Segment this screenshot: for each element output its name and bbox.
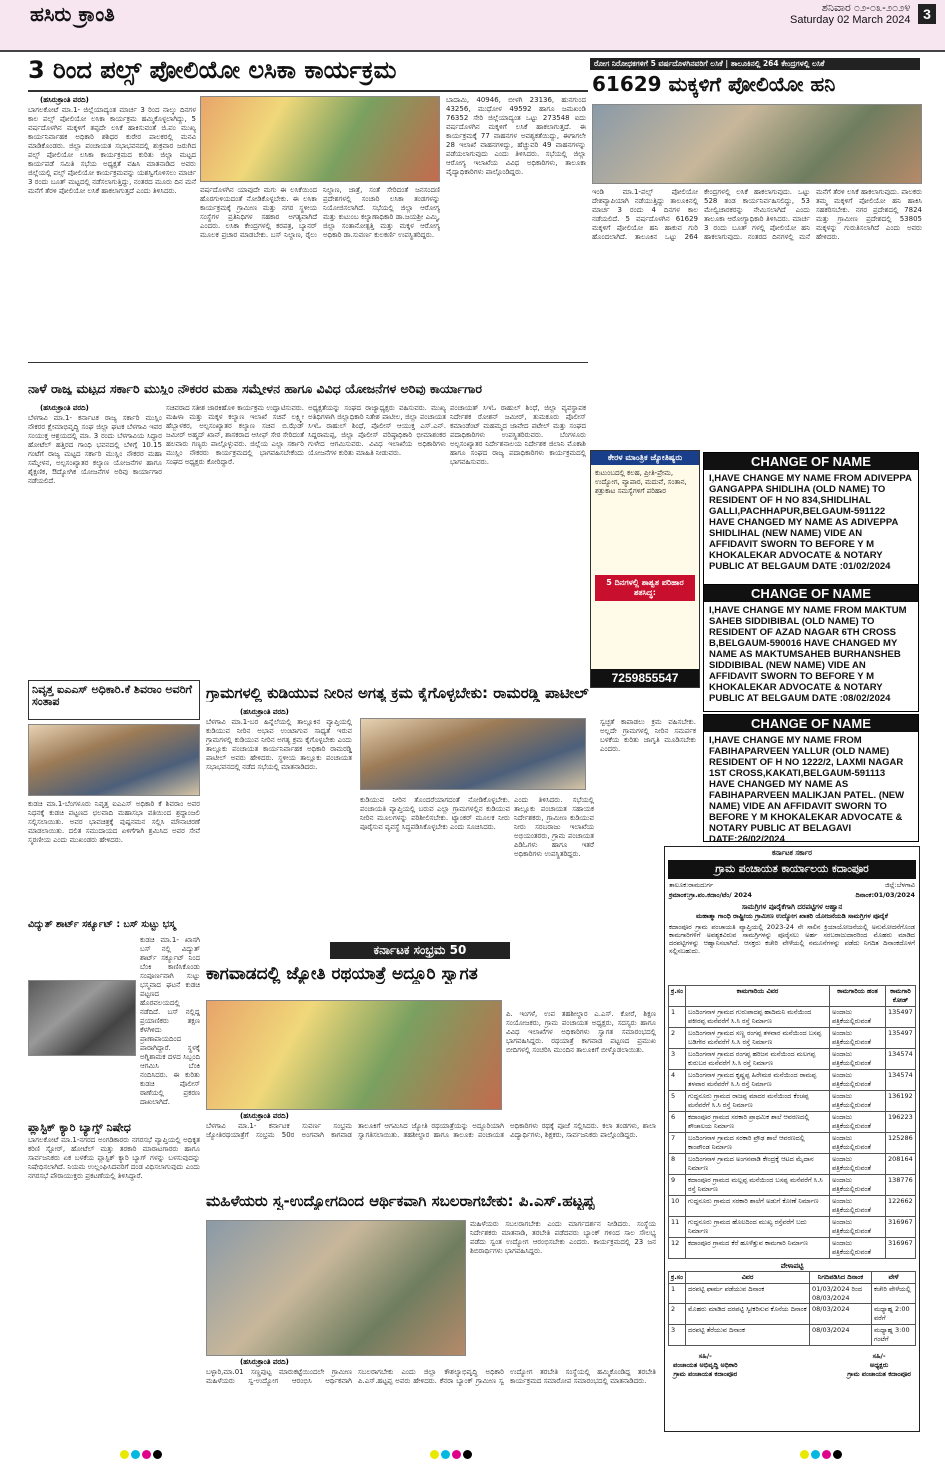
tender-cell: ಬಂದಿಂಗನಾಳ ಗ್ರಾಮದ ಅಂಗನವಾಡಿ ಕೇಂದ್ರಕ್ಕೆ ಆಟದ ಮೈದಾನ ನಿರ್ಮಾಣ — [686, 1154, 830, 1175]
divider — [28, 362, 588, 363]
story-source: (ಹಸಿರುಕ್ರಾಂತಿ ವರದಿ) — [240, 1112, 289, 1120]
headline-jyoti-ratha: ಕಾಗವಾಡದಲ್ಲಿ ಜ್ಯೋತಿ ರಥಯಾತ್ರೆ ಅದ್ದೂರಿ ಸ್ವಾಗತ — [206, 966, 478, 984]
tender-cell: ಅಂದಾಜು ಪತ್ರಿಕೆಯಲ್ಲಿರುವಂತೆ — [830, 1112, 886, 1133]
tender-location — [665, 881, 919, 890]
tender-taluka: ತಾಲೂಕ:ರಾಮದುರ್ಗ — [669, 881, 714, 889]
sign-label: ಸಹಿ/- — [872, 1352, 886, 1360]
obituary-box — [28, 680, 200, 720]
astro-ad-promise: 5 ದಿನಗಳಲ್ಲಿ ಶಾಶ್ವತ ಪರಿಹಾರ ಶತಸಿದ್ಧ: — [595, 575, 695, 601]
tender-ref-row — [665, 890, 919, 901]
tender-cell: ಅಂದಾಜು ಪತ್ರಿಕೆಯಲ್ಲಿರುವಂತೆ — [830, 1196, 886, 1217]
tender-cell: 5 — [669, 1091, 686, 1112]
registration-marks-right — [800, 1444, 844, 1463]
tender-signatures — [665, 1346, 919, 1379]
tender-cell: ಗುದ್ದನೂರು ಗ್ರಾಮದ ಹೊಲದಿಂದ ಮುಖ್ಯ ರಸ್ತೆವರೆಗೆ ಬದು ನಿರ್ಮಾಣ — [686, 1217, 830, 1238]
tender-cell: 138776 — [886, 1175, 916, 1196]
tender-subhead: ಸಾಮಗ್ರಿಗಳ ಪೂರೈಕೆಗಾಗಿ ದರಪಟ್ಟಿಗಳ ಆಹ್ವಾನ — [741, 903, 843, 911]
table-row — [669, 1070, 916, 1091]
photo-jyoti-ratha — [206, 1000, 502, 1110]
schedule-cell: ದರಪಟ್ಟಿ ಫಾರ್ಮ ಪಡೆಯುವ ದಿನಾಂಕ — [686, 1284, 810, 1304]
notice-body: I,HAVE CHANGE MY NAME FROM FABIHAPARVEEN YALLUR (OLD NAME) RESIDENT OF H NO 1222/2, LAXMI NAGAR 1ST CROSS,KAKATI,BELGAUM-591113 HAVE CHANGED MY NAME AS FABIHAPARVEEN MALIKJAN PATEL. (NEW NAME) VIDE AN AFFIDAVIT SWORN TO BEFORE Y M KHOKALEKAR ADVOCATE & NOTARY PUBLIC AT BELAGAVI DATE:26/02/2024 — [709, 735, 905, 845]
tender-table-header — [669, 986, 916, 1007]
tender-top-label: ಕರ್ನಾಟಕ ಸರ್ಕಾರ — [772, 849, 812, 857]
tender-cell: 12 — [669, 1238, 686, 1259]
tender-cell: 8 — [669, 1154, 686, 1175]
paper-name: ಹಸಿರು ಕ್ರಾಂತಿ — [30, 2, 115, 26]
tender-col-header: ಕ್ರ.ಸಂ — [669, 986, 686, 1007]
story-61629-body: ಇಂಡಿ ಮಾ.1-ಪಲ್ಸ್ ಪೋಲಿಯೋ ದೇಶವ್ಯಾಪಿಯಾಗಿ ನಡೆಯುತ್ತಿದ್ದು ತಾಲೂಕಿನಲ್ಲಿ ಮಾರ್ಚ 3 ರಂದು 4 ದಿನಗಳ ಕಾಲ ನಡೆಯಲಿದೆ. 5 ವರ್ಷದೊಳಗಿನ 61629 ಮಕ್ಕಳಿಗೆ ಪೋಲಿಯೋ ಹನಿ ಹಾಕುವ ಗುರಿ ಹೊಂದಲಾಗಿದೆ. ತಾಲೂಕಿನ ಒಟ್ಟು 264 ಕೇಂದ್ರಗಳಲ್ಲಿ ಲಸಿಕೆ ಹಾಕಲಾಗುವುದು. ಒಟ್ಟು 528 ತಂಡ ಕಾರ್ಯನಿರ್ವಹಿಸಲಿದ್ದು, 53 ಮೇಲ್ವಿಚಾರಕರನ್ನು ನೇಮಿಸಲಾಗಿದೆ ಎಂದು ತಾಲೂಕಾ ಆರೋಗ್ಯಾಧಿಕಾರಿ ತಿಳಿಸಿದರು. ಮಾರ್ಚ 3 ರಂದು ಬೂತ್ ಗಳಲ್ಲಿ ಪೋಲಿಯೋ ಹನಿ ಹಾಕಲಾಗುವುದು. ನಂತರದ ದಿನಗಳಲ್ಲಿ ಮನೆ ಮನೆಗೆ ತೆರಳಿ ಲಸಿಕೆ ಹಾಕಲಾಗುವುದು. ಪಾಲಕರು ತಮ್ಮ ಮಕ್ಕಳಿಗೆ ಪೋಲಿಯೋ ಹನಿ ಹಾಕಿಸಿ ಸಹಕರಿಸಬೇಕು. ನಗರ ಪ್ರದೇಶದಲ್ಲಿ 7824 ಮತ್ತು ಗ್ರಾಮೀಣ ಪ್ರದೇಶದಲ್ಲಿ 53805 ಮಕ್ಕಳನ್ನು ಗುರುತಿಸಲಾಗಿದೆ ಎಂದು ಅವರು ಹೇಳಿದರು. — [592, 188, 922, 241]
headline-women-self-employment: ಮಹಿಳೆಯರು ಸ್ವ-ಉದ್ಯೋಗದಿಂದ ಆರ್ಥಿಕವಾಗಿ ಸಬಲರಾಗಬೇಕು: ಪಿ.ಎಸ್.ಹಟ್ಟಪ್ಪ — [206, 1194, 595, 1210]
schedule-col-header: ವಿವರ — [686, 1272, 810, 1284]
table-row — [669, 1133, 916, 1154]
notice-change-of-name-3 — [703, 714, 919, 845]
tender-cell: 134574 — [886, 1049, 916, 1070]
schedule-cell: ಮೊಹರು ಮಾಡಿದ ದರಪಟ್ಟಿ ಸ್ವೀಕರಿಸುವ ಕೊನೆಯ ದಿನಾಂಕ — [686, 1304, 810, 1325]
registration-dot — [441, 1450, 450, 1459]
sign-office: ಗ್ರಾಮ ಪಂಚಾಯತ ಕದಾಂಪೂರ — [673, 1370, 738, 1378]
photo-polio-event — [200, 96, 440, 182]
headline-61629: 61629 ಮಕ್ಕಳಿಗೆ ಪೋಲಿಯೋ ಹನಿ — [592, 72, 836, 96]
schedule-cell: ಕಚೇರಿ ವೇಳೆಯಲ್ಲಿ — [872, 1284, 916, 1304]
tender-schedule-header: ವೇಳಾಪಟ್ಟಿ — [780, 1262, 804, 1270]
tender-cell: ಅಂದಾಜು ಪತ್ರಿಕೆಯಲ್ಲಿರುವಂತೆ — [830, 1217, 886, 1238]
divider — [28, 90, 588, 92]
tender-cell: 316967 — [886, 1238, 916, 1259]
tender-cell: 135497 — [886, 1028, 916, 1049]
table-row — [669, 1112, 916, 1133]
headline-drinking-water: ಗ್ರಾಮಗಳಲ್ಲಿ ಕುಡಿಯುವ ನೀರಿನ ಅಗತ್ಯ ಕ್ರಮ ಕೈಗೊಳ್ಳಬೇಕು: ರಾಮರಡ್ಡಿ ಪಾಟೀಲ್ — [206, 686, 589, 702]
tender-scheme: ಮಹಾತ್ಮಾ ಗಾಂಧಿ ರಾಷ್ಟ್ರೀಯ ಗ್ರಾಮೀಣ ಉದ್ಯೋಗ ಖಾತರಿ ಯೋಜನೆಯಡಿ ಸಾಮಗ್ರಿಗಳ ಪೂರೈಕೆ — [696, 912, 888, 920]
sign-title: ಪಂಚಾಯತ ಅಭಿವೃದ್ಧಿ ಅಧಿಕಾರಿ — [673, 1361, 738, 1369]
tender-cell: 3 — [669, 1049, 686, 1070]
photo-polio-indi — [592, 104, 922, 184]
tender-col-header: ಕಾಮಗಾರಿ ಕೋಡ್ — [886, 986, 916, 1007]
story-source: (ಹಸಿರುಕ್ರಾಂತಿ ವರದಿ) — [240, 1358, 289, 1366]
photo-bus-fire — [28, 980, 136, 1056]
story-source: (ಹಸಿರುಕ್ರಾಂತಿ ವರದಿ) — [40, 96, 89, 104]
tender-col-header: ಕಾಮಗಾರಿಯ ವಿವರ — [686, 986, 830, 1007]
schedule-cell: 1 — [669, 1284, 686, 1304]
tender-sign-right — [847, 1352, 911, 1379]
registration-dot — [142, 1450, 151, 1459]
tender-cell: 136192 — [886, 1091, 916, 1112]
schedule-cell: 2 — [669, 1304, 686, 1325]
tender-cell: 208164 — [886, 1154, 916, 1175]
issue-date — [790, 2, 910, 26]
registration-dot — [131, 1450, 140, 1459]
registration-marks-left — [120, 1444, 164, 1463]
tender-cell: ಅಂದಾಜು ಪತ್ರಿಕೆಯಲ್ಲಿರುವಂತೆ — [830, 1133, 886, 1154]
story-polio-col3: ಬಾದಾಮಿ, 40946, ಬೀಳಗಿ 23136, ಹುನಗುಂದ 43256, ಮುಧೋಳ 49592 ಹಾಗೂ ಜಮಖಂಡಿ 76352 ಸೇರಿ ಜಿಲ್ಲೆಯಾದ್ಯಂತ ಒಟ್ಟು 273548 ಐದು ವರ್ಷದೊಳಗಿನ ಮಕ್ಕಳಿಗೆ ಲಸಿಕೆ ಹಾಕಲಾಗುತ್ತದೆ. ಈ ಕಾರ್ಯಕ್ರಮಕ್ಕೆ 77 ವಾಹನಗಳ ಅವಶ್ಯಕತೆಯಿದ್ದು, ಈಗಾಗಲೇ 28 ಇಲಾಖೆ ವಾಹನಗಳಿದ್ದು, ಹೆಚ್ಚುವರಿ 49 ವಾಹನಗಳನ್ನು ಪಡೆಯಲಾಗುವುದು ಎಂದು ತಿಳಿಸಿದರು. ಸಭೆಯಲ್ಲಿ ಜಿಲ್ಲಾ ಆರೋಗ್ಯ ಇಲಾಖೆಯ ವಿವಿಧ ಅಧಿಕಾರಿಗಳು, ತಾಲೂಕಾ ವೈದ್ಯಾಧಿಕಾರಿಗಳು ಪಾಲ್ಗೊಂಡಿದ್ದರು. — [446, 96, 586, 176]
tender-cell: ಬಂದಿಂಗನಾಳ ಗ್ರಾಮದ ಸರಕಾರಿ ಪ್ರೌಢ ಶಾಲೆ ಆವರಣದಲ್ಲಿ ಕಾಂಪೌಂಡ ನಿರ್ಮಾಣ — [686, 1133, 830, 1154]
tender-cell: 6 — [669, 1112, 686, 1133]
story-muslim-col3: ಅಧ್ಯಕ್ಷತೆಯನ್ನು ಸಂಘದ ರಾಜ್ಯಾಧ್ಯಕ್ಷರು ವಹಿಸುವರು. ಮುಖ್ಯ ಅತಿಥಿಗಳಾಗಿ ಜಿಲ್ಲಾಧಿಕಾರಿ ನಿತೇಶ ಪಾಟೀಲ, ಜಿಲ್ಲಾ ಪಂಚಾಯತ ಸಿಇಓ ರಾಹುಲ್ ಶಿಂಧೆ, ಪೊಲೀಸ್ ಆಯುಕ್ತ ಎಸ್.ಎನ್. ಸಿದ್ದರಾಮಪ್ಪ, ಜಿಲ್ಲಾ ಪೊಲೀಸ್ ವರಿಷ್ಠಾಧಿಕಾರಿ ಭೀಮಾಶಂಕರ ಗುಳೇದ ಆಗಮಿಸುವರು. ವಿವಿಧ ಇಲಾಖೆಯ ಅಧಿಕಾರಿಗಳು ಯೋಜನೆಗಳ ಕುರಿತು ಮಾಹಿತಿ ನೀಡುವರು. — [308, 404, 446, 457]
photo-obituary — [28, 724, 200, 796]
tender-cell: 135497 — [886, 1007, 916, 1028]
tender-cell: ಅಂದಾಜು ಪತ್ರಿಕೆಯಲ್ಲಿರುವಂತೆ — [830, 1070, 886, 1091]
story-bus-fire-body: ಕುಡಚಿ ಮಾ.1- ಖಾಸಗಿ ಬಸ್ ನಲ್ಲಿ ವಿದ್ಯುತ್ ಶಾರ್ಟ್ ಸರ್ಕ್ಯೂಟ್ ನಿಂದ ಬೆಂಕಿ ಕಾಣಿಸಿಕೊಂಡು ಸಂಪೂರ್ಣವಾಗಿ ಸುಟ್ಟು ಭಸ್ಮವಾದ ಘಟನೆ ಕುಡಚಿ ಪಟ್ಟಣದ ಹೊರವಲಯದಲ್ಲಿ ನಡೆದಿದೆ. ಬಸ್ ನಲ್ಲಿದ್ದ ಪ್ರಯಾಣಿಕರು ತಕ್ಷಣ ಕೆಳಗಿಳಿದು ಪ್ರಾಣಾಪಾಯದಿಂದ ಪಾರಾಗಿದ್ದಾರೆ. ಸ್ಥಳಕ್ಕೆ ಅಗ್ನಿಶಾಮಕ ದಳದ ಸಿಬ್ಬಂದಿ ಆಗಮಿಸಿ ಬೆಂಕಿ ನಂದಿಸಿದರು. ಈ ಕುರಿತು ಕುಡಚಿ ಪೊಲೀಸ್ ಠಾಣೆಯಲ್ಲಿ ಪ್ರಕರಣ ದಾಖಲಾಗಿದೆ. — [140, 936, 200, 1106]
table-row — [669, 1284, 916, 1304]
schedule-cell: 3 — [669, 1325, 686, 1346]
story-women-body: ಬಳ್ಳಾರಿ,ಮಾ.01 ಸಣ್ಣಪುಟ್ಟ ಮಾರುಕಟ್ಟೆಯಿಂದಲೇ ಗ್ರಾಮೀಣ ಮಹಿಳೆಯರು ಸ್ವ-ಉದ್ಯೋಗ ಆರಂಭಿಸಿ ಆರ್ಥಿಕವಾಗಿ ಸಬಲರಾಗಬೇಕು ಎಂದು ಜಿಲ್ಲಾ ಕೌಶಲ್ಯಾಭಿವೃದ್ಧಿ ಅಧಿಕಾರಿ ಪಿ.ಎಸ್.ಹಟ್ಟಪ್ಪ ಅವರು ಹೇಳಿದರು. ಕೆನರಾ ಬ್ಯಾಂಕ್ ಗ್ರಾಮೀಣ ಸ್ವ ಉದ್ಯೋಗ ತರಬೇತಿ ಸಂಸ್ಥೆಯಲ್ಲಿ ಹಮ್ಮಿಕೊಂಡಿದ್ದ ತರಬೇತಿ ಕಾರ್ಯಕ್ರಮದ ಸಮಾರೋಪ ಸಮಾರಂಭದಲ್ಲಿ ಮಾತನಾಡಿದರು. — [206, 1368, 656, 1385]
tender-cell: ಬಂದಿಂಗನಾಳ ಗ್ರಾಮದ ಕೃಷ್ಣಪ್ಪ ಹಿರೇಮಠ ಮನೆಯಿಂದ ರಾಮಪ್ಪ ತಳವಾರ ಮನೆವರೆಗೆ ಸಿ.ಸಿ ರಸ್ತೆ ನಿರ್ಮಾಣ — [686, 1070, 830, 1091]
schedule-col-header: ಕ್ರ.ಸಂ — [669, 1272, 686, 1284]
registration-dot — [430, 1450, 439, 1459]
section-banner-karnataka-50: ಕರ್ನಾಟಕ ಸಂಭ್ರಮ 50 — [330, 942, 510, 959]
story-source: (ಹಸಿರುಕ್ರಾಂತಿ ವರದಿ) — [240, 708, 289, 716]
story-obituary-body: ಕುಡಚಿ ಮಾ.1-ಬೆಂಗಳೂರು ನಿವೃತ್ತ ಐಎಎಸ್ ಅಧಿಕಾರಿ ಕೆ ಶಿವರಾಂ ಅವರ ನಿಧನಕ್ಕೆ ಕುಡಚಿ ಪಟ್ಟಣದ ಛಲವಾದಿ ಮಹಾಸಭಾ ವತಿಯಿಂದ ಶ್ರದ್ಧಾಂಜಲಿ ಸಲ್ಲಿಸಲಾಯಿತು. ಅವರ ಭಾವಚಿತ್ರಕ್ಕೆ ಪುಷ್ಪನಮನ ಸಲ್ಲಿಸಿ ಮೌನಾಚರಣೆ ಮಾಡಲಾಯಿತು. ದಲಿತ ಸಮುದಾಯದ ಏಳಿಗೆಗಾಗಿ ಶ್ರಮಿಸಿದ ಅವರ ಸೇವೆ ಸ್ಮರಣೀಯ ಎಂದು ಮುಖಂಡರು ಹೇಳಿದರು. — [28, 800, 200, 844]
schedule-cell: 01/03/2024 ರಿಂದ 08/03/2024 — [810, 1284, 872, 1304]
story-water-col4: ಸ್ವಚ್ಛತೆ ಕಾಪಾಡಲು ಕ್ರಮ ವಹಿಸಬೇಕು. ಅಲ್ಲದೇ ಗ್ರಾಮಗಳಲ್ಲಿ ನೀರಿನ ಸಮರ್ಪಕ ಬಳಕೆಯ ಕುರಿತು ಜಾಗೃತಿ ಮೂಡಿಸಬೇಕು ಎಂದರು. — [600, 718, 696, 753]
tender-cell: ಕದಾಂಪೂರ ಗ್ರಾಮದ ಮಲ್ಲಪ್ಪ ಮನೆಯಿಂದ ಬಸಪ್ಪ ಮನೆವರೆಗೆ ಸಿ.ಸಿ ರಸ್ತೆ ನಿರ್ಮಾಣ — [686, 1175, 830, 1196]
table-row — [669, 1154, 916, 1175]
table-row — [669, 1325, 916, 1346]
tender-works-table — [668, 985, 916, 1259]
schedule-cell: ಮಧ್ಯಾಹ್ನ 3:00 ಗಂಟೆಗೆ — [872, 1325, 916, 1346]
tender-cell: 125286 — [886, 1133, 916, 1154]
registration-dot — [811, 1450, 820, 1459]
notice-heading: CHANGE OF NAME — [704, 585, 918, 602]
sign-title: ಅಧ್ಯಕ್ಷರು — [869, 1361, 889, 1369]
tender-schedule-wrap — [665, 1271, 919, 1346]
registration-dot — [120, 1450, 129, 1459]
registration-dot — [833, 1450, 842, 1459]
tender-cell: 9 — [669, 1175, 686, 1196]
table-row — [669, 1007, 916, 1028]
story-muslim-col2: ಸಚಿವರಾದ ಸತೀಶ ಜಾರಕಿಹೊಳಿ ಕಾರ್ಯಕ್ರಮ ಉದ್ಘಾಟಿಸುವರು. ಮಹಿಳಾ ಮತ್ತು ಮಕ್ಕಳ ಕಲ್ಯಾಣ ಇಲಾಖೆ ಸಚಿವೆ ಲಕ್ಷ್ಮೀ ಹೆಬ್ಬಾಳಕರ, ಅಲ್ಪಸಂಖ್ಯಾತರ ಕಲ್ಯಾಣ ಸಚಿವ ಬಿ.ಝೆಡ್ ಜಮೀರ್ ಅಹ್ಮದ್ ಖಾನ್, ಶಾಸಕರಾದ ಆಸೀಫ್ ಸೇಠ ಸೇರಿದಂತೆ ಹಲವಾರು ಗಣ್ಯರು ಪಾಲ್ಗೊಳ್ಳುವರು. ಜಿಲ್ಲೆಯ ಎಲ್ಲಾ ಸರ್ಕಾರಿ ಮುಸ್ಲಿಂ ನೌಕರರು ಕಾರ್ಯಕ್ರಮದಲ್ಲಿ ಭಾಗವಹಿಸಬೇಕೆಂದು ಸಂಘದ ಅಧ್ಯಕ್ಷರು ಕೋರಿದ್ದಾರೆ. — [166, 404, 304, 466]
tender-intro: ಕದಾಂಪೂರ ಗ್ರಾಮ ಪಂಚಾಯತಿ ವ್ಯಾಪ್ತಿಯಲ್ಲಿ 2023-24 ನೇ ಸಾಲಿನ ಕ್ರಿಯಾಯೋಜನೆಯಲ್ಲಿ ಅನುಮೋದನೆಗೊಂಡ ಕಾಮಗಾರಿಗಳಿಗೆ ಅವಶ್ಯಕವಿರುವ ಸಾಮಗ್ರಿಗಳನ್ನು ಪೂರೈಸಲು ಅರ್ಹ ಸರಬರಾಜುದಾರರಿಂದ ಮೊಹರು ಮಾಡಿದ ದರಪಟ್ಟಿಗಳನ್ನು ಆಹ್ವಾನಿಸಲಾಗಿದೆ. ಆಸಕ್ತರು ಕಚೇರಿ ವೇಳೆಯಲ್ಲಿ ನಮೂನೆಗಳನ್ನು ಪಡೆದು ನಿಗದಿತ ದಿನಾಂಕದೊಳಗೆ ಸಲ್ಲಿಸಬಹುದು. — [669, 923, 915, 955]
tender-cell: 122662 — [886, 1196, 916, 1217]
sign-office: ಗ್ರಾಮ ಪಂಚಾಯತ ಕದಾಂಪೂರ — [847, 1370, 911, 1378]
notice-body: I,HAVE CHANGE MY NAME FROM ADIVEPPA GANGAPPA SHIDLIHA (OLD NAME) TO RESIDENT OF H NO 834,SHIDLIHAL GALLI,PACHHAPUR,BELGAUM-591122 HAVE CHANGED MY NAME AS ADIVEPPA SHIDLIHAL (NEW NAME) VIDE AN AFFIDAVIT SWORN TO BEFORE Y M KHOKALEKAR ADVOCATE & NOTARY PUBLIC AT BELGAUM DATE :01/02/2024 — [709, 473, 912, 572]
tender-cell: ಗುದ್ದನೂರು ಗ್ರಾಮದ ರಾಜಪ್ಪ ಮಾದರ ಮನೆಯಿಂದ ಕೆಂಚಪ್ಪ ಮನೆವರೆಗೆ ಸಿ.ಸಿ ರಸ್ತೆ ನಿರ್ಮಾಣ — [686, 1091, 830, 1112]
notice-heading: CHANGE OF NAME — [704, 453, 918, 470]
schedule-cell: 08/03/2024 — [810, 1325, 872, 1346]
registration-dot — [452, 1450, 461, 1459]
astro-ad-title: ಕೇರಳ ಮಾಂತ್ರಿಕ ಜ್ಯೋತಿಷ್ಯರು — [591, 451, 699, 465]
registration-marks-center — [430, 1444, 474, 1463]
story-muslim-col4: ಪಂಚಾಯತ್ ಸಿಇಓ ರಾಹುಲ್ ಶಿಂಧೆ, ಜಿಲ್ಲಾ ವ್ಯವಸ್ಥಾಪಕ ನಿರ್ದೇಶಕ ರೋಶನ್ ಜಮೀರ್, ತುಮಕೂರು ಪೊಲೀಸ್ ಕಮಾಂಡೆಂಟ್ ಮಹಮ್ಮದ ಜಾವೇದ ಪಟೇಲ್ ಮತ್ತು ಸಂಘದ ಪದಾಧಿಕಾರಿಗಳು ಉಪಸ್ಥಿತರಿರುವರು. ಬೆಂಗಳೂರು ಅಲ್ಪಸಂಖ್ಯಾತರ ನಿರ್ದೇಶನಾಲಯ ನಿರ್ದೇಶಕ ಜಿಲಾನಿ ಮೊಕಾಶಿ ಹಾಗೂ ಸಂಘದ ರಾಜ್ಯ ಪದಾಧಿಕಾರಿಗಳು ಕಾರ್ಯಕ್ರಮದಲ್ಲಿ ಭಾಗವಹಿಸುವರು. — [450, 404, 586, 466]
photo-women-training — [206, 1220, 466, 1356]
tender-cell: 11 — [669, 1217, 686, 1238]
notice-heading: CHANGE OF NAME — [704, 715, 918, 732]
registration-dot — [463, 1450, 472, 1459]
table-row — [669, 1175, 916, 1196]
tender-cell: ಬಂದಿಂಗನಾಳ ಗ್ರಾಮದ ರಂಗಪ್ಪ ಹರಿಜನ ಮನೆಯಿಂದ ಮಲಗಪ್ಪ ಕುರುಬರ ಮನೆವರೆಗೆ ಸಿ.ಸಿ ರಸ್ತೆ ನಿರ್ಮಾಣ — [686, 1049, 830, 1070]
notice-change-of-name-1 — [703, 452, 919, 600]
tender-cell: ಅಂದಾಜು ಪತ್ರಿಕೆಯಲ್ಲಿರುವಂತೆ — [830, 1049, 886, 1070]
headline-polio: 3 ರಿಂದ ಪಲ್ಸ್ ಪೋಲಿಯೋ ಲಸಿಕಾ ಕಾರ್ಯಕ್ರಮ — [28, 56, 397, 84]
issue-date-english: Saturday 02 March 2024 — [790, 14, 911, 26]
tender-cell: ಅಂದಾಜು ಪತ್ರಿಕೆಯಲ್ಲಿರುವಂತೆ — [830, 1028, 886, 1049]
tender-cell: 134574 — [886, 1070, 916, 1091]
story-jyoti-body: ಬೆಳಗಾವಿ ಮಾ.1- ಕರ್ನಾಟಕ ಸುವರ್ಣ ಸಂಭ್ರಮ ಜ್ಯೋತಿರಥಯಾತ್ರೆಗೆ ಸಂಭ್ರಮ 50ರ ಅಂಗವಾಗಿ ಕಾಗವಾಡ ತಾಲೂಕಿಗೆ ಆಗಮಿಸಿದ ಜ್ಯೋತಿ ರಥಯಾತ್ರೆಯನ್ನು ಅದ್ದೂರಿಯಾಗಿ ಸ್ವಾಗತಿಸಲಾಯಿತು. ತಹಶೀಲ್ದಾರ ಹಾಗೂ ತಾಲೂಕು ಪಂಚಾಯತ ಅಧಿಕಾರಿಗಳು ರಥಕ್ಕೆ ಪೂಜೆ ಸಲ್ಲಿಸಿದರು. ಕಲಾ ತಂಡಗಳು, ಶಾಲಾ ವಿದ್ಯಾರ್ಥಿಗಳು, ಶಿಕ್ಷಕರು, ಸಾರ್ವಜನಿಕರು ಪಾಲ್ಗೊಂಡಿದ್ದರು. — [206, 1122, 656, 1139]
page-number: 3 — [918, 4, 936, 24]
astro-ad-phone: 7259855547 — [591, 669, 699, 687]
table-row — [669, 1217, 916, 1238]
tender-notice — [664, 846, 920, 1432]
tender-cell: ಬಂದಿಂಗನಾಳ ಗ್ರಾಮದ ಸಣ್ಣ ರಂಗಪ್ಪ ತಳವಾರ ಮನೆಯಿಂದ ಬಸಪ್ಪ ಬಡಿಗೇರ ಮನೆವರೆಗೆ ಸಿ.ಸಿ ರಸ್ತೆ ನಿರ್ಮಾಣ — [686, 1028, 830, 1049]
story-water-col1: ಬೆಳಗಾವಿ ಮಾ.1-ಬರ ಹಿನ್ನೆಲೆಯಲ್ಲಿ ತಾಲ್ಲೂಕಿನ ವ್ಯಾಪ್ತಿಯಲ್ಲಿ ಕುಡಿಯುವ ನೀರಿನ ಅಭಾವ ಉಂಟಾಗುವ ಸಾಧ್ಯತೆ ಇರುವ ಗ್ರಾಮಗಳಲ್ಲಿ ಕುಡಿಯುವ ನೀರಿನ ಅಗತ್ಯ ಕ್ರಮ ಕೈಗೊಳ್ಳಬೇಕು ಎಂದು ತಾಲ್ಲೂಕು ಪಂಚಾಯತ ಕಾರ್ಯನಿರ್ವಾಹಕ ಅಧಿಕಾರಿ ರಾಮರಡ್ಡಿ ಪಾಟೀಲ್ ಅವರು ಹೇಳಿದರು. ಸ್ಥಳೀಯ ತಾಲ್ಲೂಕು ಪಂಚಾಯತ ಸಭಾಭವನದಲ್ಲಿ ನಡೆದ ಸಭೆಯಲ್ಲಿ ಮಾತನಾಡಿದರು. — [206, 718, 352, 771]
story-water-col3: ಎಂದು ತಿಳಿಸಿದರು. ಸಭೆಯಲ್ಲಿ ತಾಲ್ಲೂಕು ಪಂಚಾಯತ ಸಹಾಯಕ ನಿರ್ದೇಶಕರು, ಗ್ರಾಮೀಣ ಕುಡಿಯುವ ನೀರು ಸರಬರಾಜು ಇಲಾಖೆಯ ಅಭಿಯಂತರರು, ಗ್ರಾಮ ಪಂಚಾಯತ ಪಿಡಿಓಗಳು ಹಾಗೂ ಇತರೆ ಅಧಿಕಾರಿಗಳು ಉಪಸ್ಥಿತರಿದ್ದರು. — [514, 796, 594, 858]
tender-sign-left — [673, 1352, 738, 1379]
tender-cell: 7 — [669, 1133, 686, 1154]
tender-cell: ಗುದ್ದನೂರು ಗ್ರಾಮದ ಸರಕಾರಿ ಶಾಲೆಗೆ ಅಡುಗೆ ಕೋಣೆ ನಿರ್ಮಾಣ — [686, 1196, 830, 1217]
tender-cell: ಕದಾಂಪೂರ ಗ್ರಾಮದ ಕೆರೆ ಹೂಳೆತ್ತುವ ಕಾಮಗಾರಿ ನಿರ್ಮಾಣ — [686, 1238, 830, 1259]
tender-cell: 316967 — [886, 1217, 916, 1238]
astro-ad-body: ಕುಟುಂಬದಲ್ಲಿ ಕಲಹ, ಪ್ರೀತಿ-ಪ್ರೇಮ, ಉದ್ಯೋಗ, ವ್ಯಾಪಾರ, ಮದುವೆ, ಸಂತಾನ, ಶತ್ರುಕಾಟ ಸಮಸ್ಯೆಗಳಿಗೆ ಪರಿಹಾರ — [595, 469, 687, 495]
table-row — [669, 1238, 916, 1259]
story-muslim-col1: ಬೆಳಗಾವಿ ಮಾ.1- ಕರ್ನಾಟಕ ರಾಜ್ಯ ಸರ್ಕಾರಿ ಮುಸ್ಲಿಂ ನೌಕರರ ಕ್ಷೇಮಾಭಿವೃದ್ಧಿ ಸಂಘ ಜಿಲ್ಲಾ ಘಟಕ ಬೆಳಗಾವಿ ಇವರ ಸಂಯುಕ್ತ ಆಶ್ರಯದಲ್ಲಿ ಮಾ. 3 ರಂದು ಬೆಳಗಾವಿಯ ಸಿದ್ಧಾರ ಹೋಟೆಲ್ ಹತ್ತಿರದ ಗಾಂಧಿ ಭವನದಲ್ಲಿ ಬೆಳಿಗ್ಗೆ 10.15 ಗಂಟೆಗೆ ರಾಜ್ಯ ಮಟ್ಟದ ಸರ್ಕಾರಿ ಮುಸ್ಲಿಂ ನೌಕರರ ಮಹಾ ಸಮ್ಮೇಳನ, ಅಲ್ಪಸಂಖ್ಯಾತರ ಕಲ್ಯಾಣ ಯೋಜನೆಗಳ ಹಾಗೂ ಶೈಕ್ಷಣಿಕ, ಔದ್ಯೋಗಿಕ ಯೋಜನೆಗಳ ಅರಿವು ಕಾರ್ಯಾಗಾರ ನಡೆಯಲಿದೆ. — [28, 414, 162, 485]
tender-cell: ಅಂದಾಜು ಪತ್ರಿಕೆಯಲ್ಲಿರುವಂತೆ — [830, 1007, 886, 1028]
tender-schedule-table — [668, 1271, 916, 1346]
astrologer-ad — [590, 450, 700, 688]
tender-table-wrap — [665, 985, 919, 1259]
registration-dot — [822, 1450, 831, 1459]
story-jyoti-right: ಪಿ. ಇಂಗಳೆ, ಉಪ ತಹಶೀಲ್ದಾರ ಎ.ಎಸ್. ಕೋರೆ, ಶಿಕ್ಷಣ ಸಂಯೋಜಕರು, ಗ್ರಾಮ ಪಂಚಾಯತ ಅಧ್ಯಕ್ಷರು, ಸದಸ್ಯರು ಹಾಗೂ ವಿವಿಧ ಇಲಾಖೆಗಳ ಅಧಿಕಾರಿಗಳು ಸ್ವಾಗತ ಸಮಾರಂಭದಲ್ಲಿ ಭಾಗವಹಿಸಿದ್ದರು. ರಥಯಾತ್ರೆ ಕಾಗವಾಡ ಪಟ್ಟಣದ ಪ್ರಮುಖ ಬೀದಿಗಳಲ್ಲಿ ಸಂಚರಿಸಿ ಮುಂದಿನ ತಾಲೂಕಿಗೆ ಬೀಳ್ಕೊಡಲಾಯಿತು. — [506, 1010, 656, 1054]
tender-cell: ಬಂದಿಂಗನಾಳ ಗ್ರಾಮದ ಗುರುಪಾದಪ್ಪ ಹಾದಿಮನಿ ಮನೆಯಿಂದ ಪಕೀರಪ್ಪ ಮನೆವರೆಗೆ ಸಿ.ಸಿ ರಸ್ತೆ ನಿರ್ಮಾಣ — [686, 1007, 830, 1028]
headline-plastic-ban: ಪ್ಲಾಸ್ಟಿಕ್ ಕ್ಯಾರಿ ಬ್ಯಾಗ್ಸ್ ನಿಷೇಧ — [28, 1121, 131, 1134]
story-polio-col1: ಬಾಗಲಕೋಟೆ ಮಾ.1- ಜಿಲ್ಲೆಯಾದ್ಯಂತ ಮಾರ್ಚ 3 ರಿಂದ ನಾಲ್ಕು ದಿನಗಳ ಕಾಲ ಪಲ್ಸ್ ಪೋಲಿಯೋ ಲಸಿಕಾ ಕಾರ್ಯಕ್ರಮ ಹಮ್ಮಿಕೊಳ್ಳಲಾಗಿದ್ದು, 5 ವರ್ಷದೊಳಗಿನ ಮಕ್ಕಳಿಗೆ ತಪ್ಪದೇ ಲಸಿಕೆ ಹಾಕಿಸುವಂತೆ ಜಿ.ಪಂ ಮುಖ್ಯ ಕಾರ್ಯನಿರ್ವಾಹಕ ಅಧಿಕಾರಿ ಶಶಿಧರ ಕುರೇರ ಪಾಲಕರಲ್ಲಿ ಮನವಿ ಮಾಡಿಕೊಂಡರು. ಜಿಲ್ಲಾ ಪಂಚಾಯತ ಸಭಾಭವನದಲ್ಲಿ ಶುಕ್ರವಾರ ಜರುಗಿದ ಪಲ್ಸ್ ಪೋಲಿಯೋ ಲಸಿಕಾ ಕಾರ್ಯಕ್ರಮದ ಕುರಿತು ಜಿಲ್ಲಾ ಮಟ್ಟದ ಕಾರ್ಯಪಡೆ ಸಮಿತಿ ಸಭೆಯ ಅಧ್ಯಕ್ಷತೆ ವಹಿಸಿ ಮಾತನಾಡಿದ ಅವರು ಜಿಲ್ಲೆಯಲ್ಲಿ ಪಲ್ಸ್ ಪೋಲಿಯೋ ಕಾರ್ಯಕ್ರಮವನ್ನು ಯಶಸ್ವಿಗೊಳಿಸಲು ಮಾರ್ಚ 3 ರಂದು ಬೂತ್ ಮಟ್ಟದಲ್ಲಿ ನಡೆಸಲಾಗುತ್ತಿದ್ದು, ನಂತರದ ಮೂರು ದಿನ ಮನೆ ಮನೆಗೆ ತೆರಳಿ ಪೋಲಿಯೋ ಲಸಿಕೆ ಹಾಕಲಾಗುತ್ತದೆ ಎಂದು ತಿಳಿಸಿದರು. — [28, 106, 196, 195]
story-women-right: ಮಹಿಳೆಯರು ಸಬಲರಾಗಬೇಕು ಎಂದು ಮಾರ್ಗದರ್ಶನ ನೀಡಿದರು. ಸಂಸ್ಥೆಯ ನಿರ್ದೇಶಕರು ಮಾತನಾಡಿ, ತರಬೇತಿ ಪಡೆದವರು ಬ್ಯಾಂಕ್ ಗಳಿಂದ ಸಾಲ ಸೌಲಭ್ಯ ಪಡೆದು ಸ್ವಂತ ಉದ್ಯೋಗ ಆರಂಭಿಸಬೇಕು ಎಂದರು. ಕಾರ್ಯಕ್ರಮದಲ್ಲಿ 23 ಜನ ಶಿಬಿರಾರ್ಥಿಗಳು ಭಾಗವಹಿಸಿದ್ದರು. — [470, 1220, 656, 1255]
tender-cell: ಕದಾಂಪೂರ ಗ್ರಾಮದ ಸರಕಾರಿ ಪ್ರಾಥಮಿಕ ಶಾಲೆ ಆವರಣದಲ್ಲಿ ಶೌಚಾಲಯ ನಿರ್ಮಾಣ — [686, 1112, 830, 1133]
tender-date: ದಿನಾಂಕ:01/03/2024 — [855, 891, 915, 899]
table-row — [669, 1049, 916, 1070]
table-row — [669, 1304, 916, 1325]
headline-bus-fire: ವಿದ್ಯುತ್ ಶಾರ್ಟ್ ಸರ್ಕ್ಯೂಟ್ : ಬಸ್ ಸುಟ್ಟು ಭಸ್ಮ — [28, 919, 176, 930]
tender-cell: 10 — [669, 1196, 686, 1217]
schedule-cell: 08/03/2024 — [810, 1304, 872, 1325]
tender-cell: 1 — [669, 1007, 686, 1028]
story-source: (ಹಸಿರುಕ್ರಾಂತಿ ವರದಿ) — [40, 404, 89, 412]
notice-body: I,HAVE CHANGE MY NAME FROM MAKTUM SAHEB SIDDIBIBAL (OLD NAME) TO RESIDENT OF AZAD NAGAR 6TH CROSS B,BELGAUM-590016 HAVE CHANGED MY NAME AS MAKTUMSAHEB BURHANSHEB SIDDIBIBAL (NEW NAME) VIDE AN AFFIDAVIT SWORN TO BEFORE Y M KHOKALEKAR ADVOCATE & NOTARY PUBLIC AT BELGAUM DATE :08/02/2024 — [709, 605, 907, 704]
headline-obituary: ನಿವೃತ್ತ ಐಎಎಸ್ ಅಧಿಕಾರಿ.ಕೆ ಶಿವರಾಂ ಅವರಿಗೆ ಸಂತಾಪ — [32, 683, 192, 708]
issue-date-kannada: ಶನಿವಾರ ೦೨-೦೩-೨೦೨೪ — [821, 2, 911, 14]
registration-dot — [153, 1450, 162, 1459]
headline-muslim-employees: ನಾಳೆ ರಾಜ್ಯ ಮಟ್ಟದ ಸರ್ಕಾರಿ ಮುಸ್ಲಿಂ ನೌಕರರ ಮಹಾ ಸಮ್ಮೇಳನ ಹಾಗೂ ವಿವಿಧ ಯೋಜನೆಗಳ ಅರಿವು ಕಾರ್ಯಾಗಾರ — [28, 382, 482, 396]
story-polio-col2: ವರ್ಷದೊಳಗಿನ ಯಾವುದೇ ಮಗು ಈ ಲಸಿಕೆಯಿಂದ ಹೊರಗುಳಿಯದಂತೆ ನೋಡಿಕೊಳ್ಳಬೇಕು. ಈ ಲಸಿಕಾ ಕಾರ್ಯಕ್ರಮಕ್ಕೆ ಗ್ರಾಮೀಣ ಮತ್ತು ನಗರ ಸ್ಥಳೀಯ ಸಂಸ್ಥೆಗಳ ಪ್ರತಿನಿಧಿಗಳ ಸಹಕಾರ ಅಗತ್ಯವಾಗಿದೆ ಎಂದರು. ಲಸಿಕಾ ಕೇಂದ್ರಗಳಲ್ಲಿ ಕರಪತ್ರ, ಬ್ಯಾನರ್ ಮೂಲಕ ಪ್ರಚಾರ ಮಾಡಬೇಕು. ಬಸ್ ನಿಲ್ದಾಣ, ರೈಲು ನಿಲ್ದಾಣ, ಜಾತ್ರೆ, ಸಂತೆ ಸೇರಿದಂತೆ ಜನಸಂದಣಿ ಪ್ರದೇಶಗಳಲ್ಲಿ ಸಂಚಾರಿ ಲಸಿಕಾ ತಂಡಗಳನ್ನು ನಿಯೋಜಿಸಲಾಗಿದೆ. ಸಭೆಯಲ್ಲಿ ಜಿಲ್ಲಾ ಆರೋಗ್ಯ ಮತ್ತು ಕುಟುಂಬ ಕಲ್ಯಾಣಾಧಿಕಾರಿ ಡಾ.ಜಯಶ್ರೀ ಎಮ್ಮಿ, ಜಿಲ್ಲಾ ಸಂತಾನೋತ್ಪತ್ತಿ ಮತ್ತು ಮಕ್ಕಳ ಆರೋಗ್ಯ ಅಧಿಕಾರಿ ಡಾ.ಸುವರ್ಣ ಕುಲಕರ್ಣಿ ಉಪಸ್ಥಿತರಿದ್ದರು. — [200, 186, 440, 239]
tender-cell: 196223 — [886, 1112, 916, 1133]
tender-title: ಗ್ರಾಮ ಪಂಚಾಯತ ಕಾರ್ಯಾಲಯ ಕದಾಂಪೂರ — [668, 860, 916, 879]
kicker-polio-61629: ರೋಗ ನಿರೋಧಕಗಳಿಗೆ 5 ವರ್ಷದೊಳಗಿನವರಿಗೆ ಲಸಿಕೆ | ತಾಲೂಕಿನಲ್ಲಿ 264 ಕೇಂದ್ರಗಳಲ್ಲಿ ಲಸಿಕೆ — [590, 58, 920, 70]
notice-change-of-name-2 — [703, 584, 919, 712]
tender-cell: ಅಂದಾಜು ಪತ್ರಿಕೆಯಲ್ಲಿರುವಂತೆ — [830, 1091, 886, 1112]
schedule-table-header — [669, 1272, 916, 1284]
schedule-col-header: ನಿಗದಿಪಡಿಸಿದ ದಿನಾಂಕ — [810, 1272, 872, 1284]
story-water-col2: ಕುಡಿಯುವ ನೀರಿನ ತೊಂದರೆಯಾಗದಂತೆ ನೋಡಿಕೊಳ್ಳಬೇಕು. ಪಂಚಾಯತಿ ವ್ಯಾಪ್ತಿಯಲ್ಲಿ ಬರುವ ಎಲ್ಲಾ ಗ್ರಾಮಗಳಲ್ಲಿನ ಕುಡಿಯುವ ನೀರಿನ ಮೂಲಗಳನ್ನು ಪರಿಶೀಲಿಸಬೇಕು. ಟ್ಯಾಂಕರ್ ಮೂಲಕ ನೀರು ಪೂರೈಸುವ ವ್ಯವಸ್ಥೆ ಸಿದ್ಧಪಡಿಸಿಕೊಳ್ಳಬೇಕು ಎಂದು ಸೂಚಿಸಿದರು. — [360, 796, 510, 831]
table-row — [669, 1028, 916, 1049]
tender-ref: ಕ್ರಮಾಂಕ:ಗ್ರಾ.ಪಂ.ಕದಾಂ/ಟೆಂ/ 2024 — [669, 891, 752, 899]
tender-district: ಜಿಲ್ಲೆ:ಬೆಳಗಾವಿ — [884, 881, 915, 889]
schedule-cell: ದರಪಟ್ಟಿ ತೆರೆಯುವ ದಿನಾಂಕ — [686, 1325, 810, 1346]
tender-cell: ಅಂದಾಜು ಪತ್ರಿಕೆಯಲ್ಲಿರುವಂತೆ — [830, 1154, 886, 1175]
schedule-cell: ಮಧ್ಯಾಹ್ನ 2:00 ವರೆಗೆ — [872, 1304, 916, 1325]
story-plastic-ban-body: ಬಾಗಲಕೋಟೆ ಮಾ.1-ನಗರದ ಅಂಗಡಿಕಾರರು ನಗರಸಭೆ ವ್ಯಾಪ್ತಿಯಲ್ಲಿ ಅಧಿಕೃತ ಕರಿಣಿ ಸ್ಟೋರ್, ಹೋಟೆಲ್ ಮತ್ತು ತರಕಾರಿ ಮಾರಾಟಗಾರರು ಹಾಗೂ ಸಾರ್ವಜನಿಕರು ಏಕ ಬಳಕೆಯ ಪ್ಲಾಸ್ಟಿಕ್ ಕ್ಯಾರಿ ಬ್ಯಾಗ್ ಗಳನ್ನು ಬಳಸುವುದನ್ನು ನಿಷೇಧಿಸಲಾಗಿದೆ. ನಿಯಮ ಉಲ್ಲಂಘಿಸಿದವರಿಗೆ ದಂಡ ವಿಧಿಸಲಾಗುವುದು ಎಂದು ನಗರಸಭೆ ಪೌರಾಯುಕ್ತರು ಪ್ರಕಟಣೆಯಲ್ಲಿ ತಿಳಿಸಿದ್ದಾರೆ. — [28, 1136, 200, 1180]
tender-cell: ಅಂದಾಜು ಪತ್ರಿಕೆಯಲ್ಲಿರುವಂತೆ — [830, 1238, 886, 1259]
sign-label: ಸಹಿ/- — [698, 1352, 712, 1360]
table-row — [669, 1196, 916, 1217]
tender-cell: ಅಂದಾಜು ಪತ್ರಿಕೆಯಲ್ಲಿರುವಂತೆ — [830, 1175, 886, 1196]
registration-dot — [800, 1450, 809, 1459]
tender-cell: 4 — [669, 1070, 686, 1091]
tender-cell: 2 — [669, 1028, 686, 1049]
schedule-col-header: ವೇಳೆ — [872, 1272, 916, 1284]
tender-col-header: ಕಾಮಗಾರಿಯ ಹಂತ — [830, 986, 886, 1007]
table-row — [669, 1091, 916, 1112]
photo-water-meeting — [360, 718, 586, 790]
